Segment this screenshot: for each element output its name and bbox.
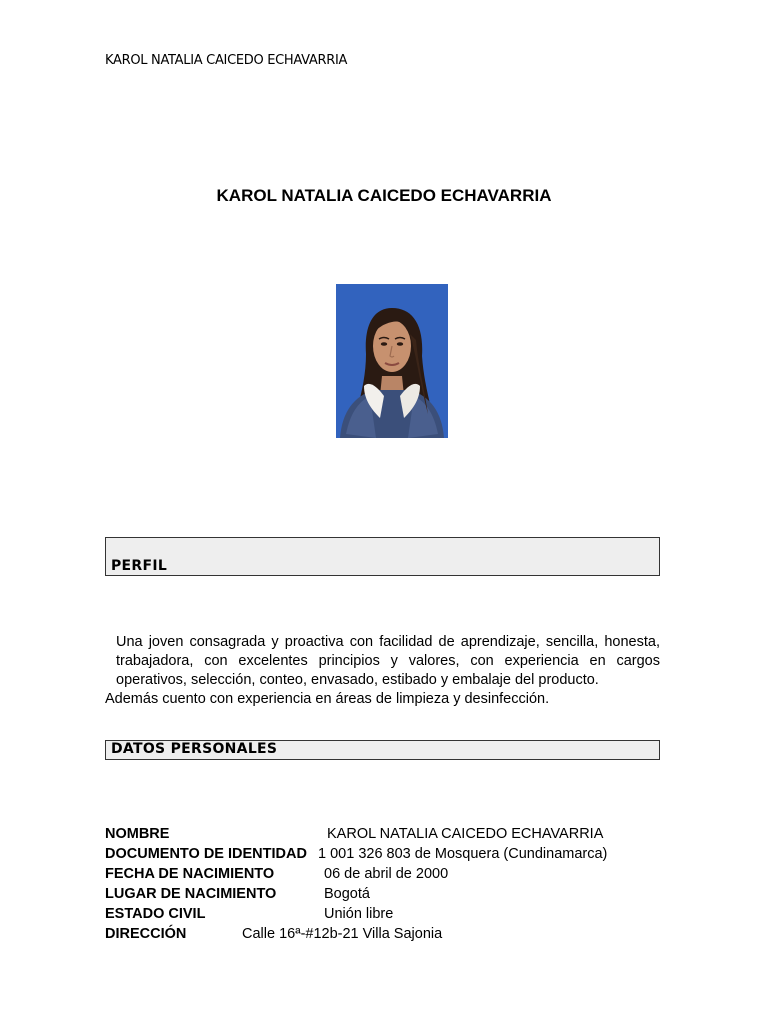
row-label: ESTADO CIVIL [105, 906, 206, 922]
datos-personales-section-header [105, 740, 660, 760]
page-header-name: KAROL NATALIA CAICEDO ECHAVARRIA [105, 53, 348, 68]
row-label: DIRECCIÓN [105, 926, 187, 942]
row-value: Calle 16ª-#12b-21 Villa Sajonia [242, 926, 443, 942]
row-value: 1 001 326 803 de Mosquera (Cundinamarca) [318, 846, 608, 862]
row-value: Bogotá [324, 886, 370, 902]
datos-personales-heading: DATOS PERSONALES [111, 741, 278, 757]
row-label: FECHA DE NACIMIENTO [105, 866, 275, 882]
profile-paragraph-extra: Además cuento con experiencia en áreas de limpieza y desinfección. [105, 691, 550, 707]
row-value: KAROL NATALIA CAICEDO ECHAVARRIA [327, 826, 604, 842]
row-label: NOMBRE [105, 826, 170, 842]
perfil-section-header [105, 537, 660, 576]
row-value: 06 de abril de 2000 [324, 866, 449, 882]
document-title: KAROL NATALIA CAICEDO ECHAVARRIA [216, 186, 552, 205]
profile-paragraph: Una joven consagrada y proactiva con facilidad de aprendizaje, sencilla, honesta, trabajadora, con excelentes principios y valores, con experiencia en cargos operativos, selección, conteo, envasado, estibado y embalaje del producto. [116, 634, 660, 688]
row-value: Unión libre [324, 906, 394, 922]
row-label: DOCUMENTO DE IDENTIDAD [105, 846, 307, 862]
row-label: LUGAR DE NACIMIENTO [105, 886, 277, 902]
profile-text [105, 633, 660, 709]
perfil-heading: PERFIL [111, 558, 168, 574]
profile-photo [336, 284, 448, 438]
